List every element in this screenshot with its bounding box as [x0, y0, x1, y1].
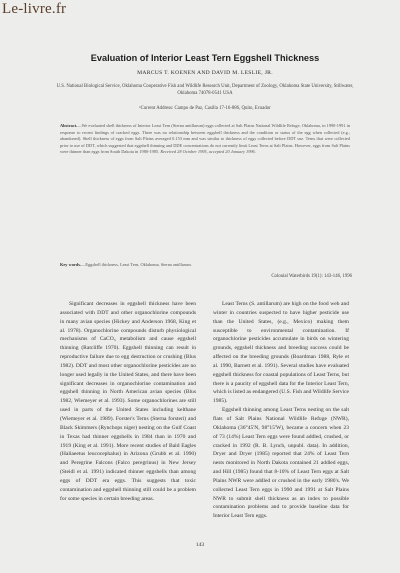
paragraph: Least Terns (S. antillarum) are high on the food web and winter in countries suspected to have higher pesticide use than the United States, (e.g., Mexico) making them susceptible to environmental contamination. If organochlorine pesticides accumulate in birds on wintering grounds, eggshell thickness and breeding success could be affected on the breeding grounds (Boardman 1988, Ryle et al. 1990, Barnett et al. 1991). Several studies have evaluated eggshell thickness for coastal populations of Least Terns, but there is a paucity of eggshell data for the Interior Least Tern, which is listed as endangered (U.S. Fish and Wildlife Service 1985).	[213, 301, 350, 405]
paragraph: Eggshell thinning among Least Terns nesting on the salt flats of Salt Plains National Wildlife Refuge (NWR), Oklahoma (36°45'N, 98°15'W), became a concern when 23 of 73 (14%) Least Tern eggs were found addled, crushed, or cracked in 1992 (R. B. Lynch, unpubl. data). In addition, Dryer and Dryer (1985) reported that 24% of Least Tern nests monitored in North Dakota contained 21 addled eggs, and Hill (1985) found that 8-10% of Least Tern eggs at Salt Plains NWR were addled or crushed in the early 1980's. We collected Least Tern eggs in 1990 and 1991 at Salt Plains NWR to submit shell thickness as an index to possible contamination problems and to provide baseline data for Interior Least Tern eggs.	[213, 407, 349, 520]
keywords	[60, 262, 350, 269]
page-number: 143	[195, 542, 205, 548]
article-authors: MARCUS T. KOENEN AND DAVID M. LESLIE, JR.	[137, 70, 273, 76]
current-address: ¹Current Address: Campo de Paz, Casilla 17-16-886, Quito, Ecuador	[139, 106, 271, 111]
abstract-label: Abstract.	[60, 123, 78, 128]
watermark-logo: Le-livre.fr	[2, 1, 67, 17]
paragraph: Significant decreases in eggshell thickness have been associated with DDT and other organochlorine compounds in many avian species (Hickey and Anderson 1968, King et al. 1978). Organochlorine compounds disturb physiological mechanisms of CaCO₃ metabolism and cause eggshell thinning (Ratcliffe 1970). Eggshell thinning can result in reproductive failure due to egg destruction or crushing (Blus 1982). DDT and most other organochlorine pesticides are no longer used legally in the United States, and there have been significant decreases in organochlorine contamination and eggshell thinning in North American avian species (Blus 1982, Wiemeyer et al. 1993). Some organochlorines are still used in parts of the United States including kelthane (Wiemeyer et al. 1989). Forster's Terns (Sterna forsteri) and Black Skimmers (Rynchops niger) nesting on the Gulf Coast in Texas had thinner eggshells in 1984 than in 1970 and 1919 (King et al. 1991). More recent studies of Bald Eagles (Haliaeetus leucocephalus) in Arizona (Grubb et al. 1990) and Peregrine Falcons (Falco peregrinus) in New Jersey (Steidl et al. 1991) indicated thinner eggshells than among eggs of DDT era eggs. This suggests that toxic contamination and eggshell thinning still could be a problem for some species in certain breeding areas.	[60, 301, 196, 502]
received-date: Received 28 October 1995, accepted 20 January 1996.	[160, 149, 256, 155]
journal-citation: Colonial Waterbirds 19(1): 143-146, 1996	[271, 274, 352, 279]
body-column-left	[60, 300, 196, 503]
author-affiliation: U.S. National Biological Service, Oklahoma Cooperative Fish and Wildlife Research Unit, Department of Zoology, Oklahoma State University, Stillwater, Oklahoma 74078-0541 USA	[56, 84, 354, 96]
body-column-right	[213, 300, 349, 521]
keywords-label: Key words.	[60, 262, 81, 267]
abstract-text: —We evaluated shell thickness of Interior Least Tern (Sterna antillarum) eggs collected at Salt Plains National Wildlife Refuge, Oklahoma, in 1990-1991 in response to recent findings of cracked eggs. There was no relationship between eggshell thickness and the condition or status of the egg when collected (e.g., abandoned). Shell thickness of eggs from Salt Plains averaged 0.153 mm and was similar to thickness of eggs collected before DDT use. Terns that were collected prior to use of DDT, which suggested that eggshell thinning and DDE concentrations do not currently limit Least Terns at Salt Plains. However, eggs from Salt Plains were thinner than eggs from South Dakota in 1980-1985.	[60, 123, 350, 155]
abstract	[60, 123, 350, 156]
article-title: Evaluation of Interior Least Tern Eggshell Thickness	[90, 53, 320, 63]
keywords-text: —Eggshell thickness, Least Tern, Oklahoma, Sterna antillarum.	[81, 262, 192, 267]
